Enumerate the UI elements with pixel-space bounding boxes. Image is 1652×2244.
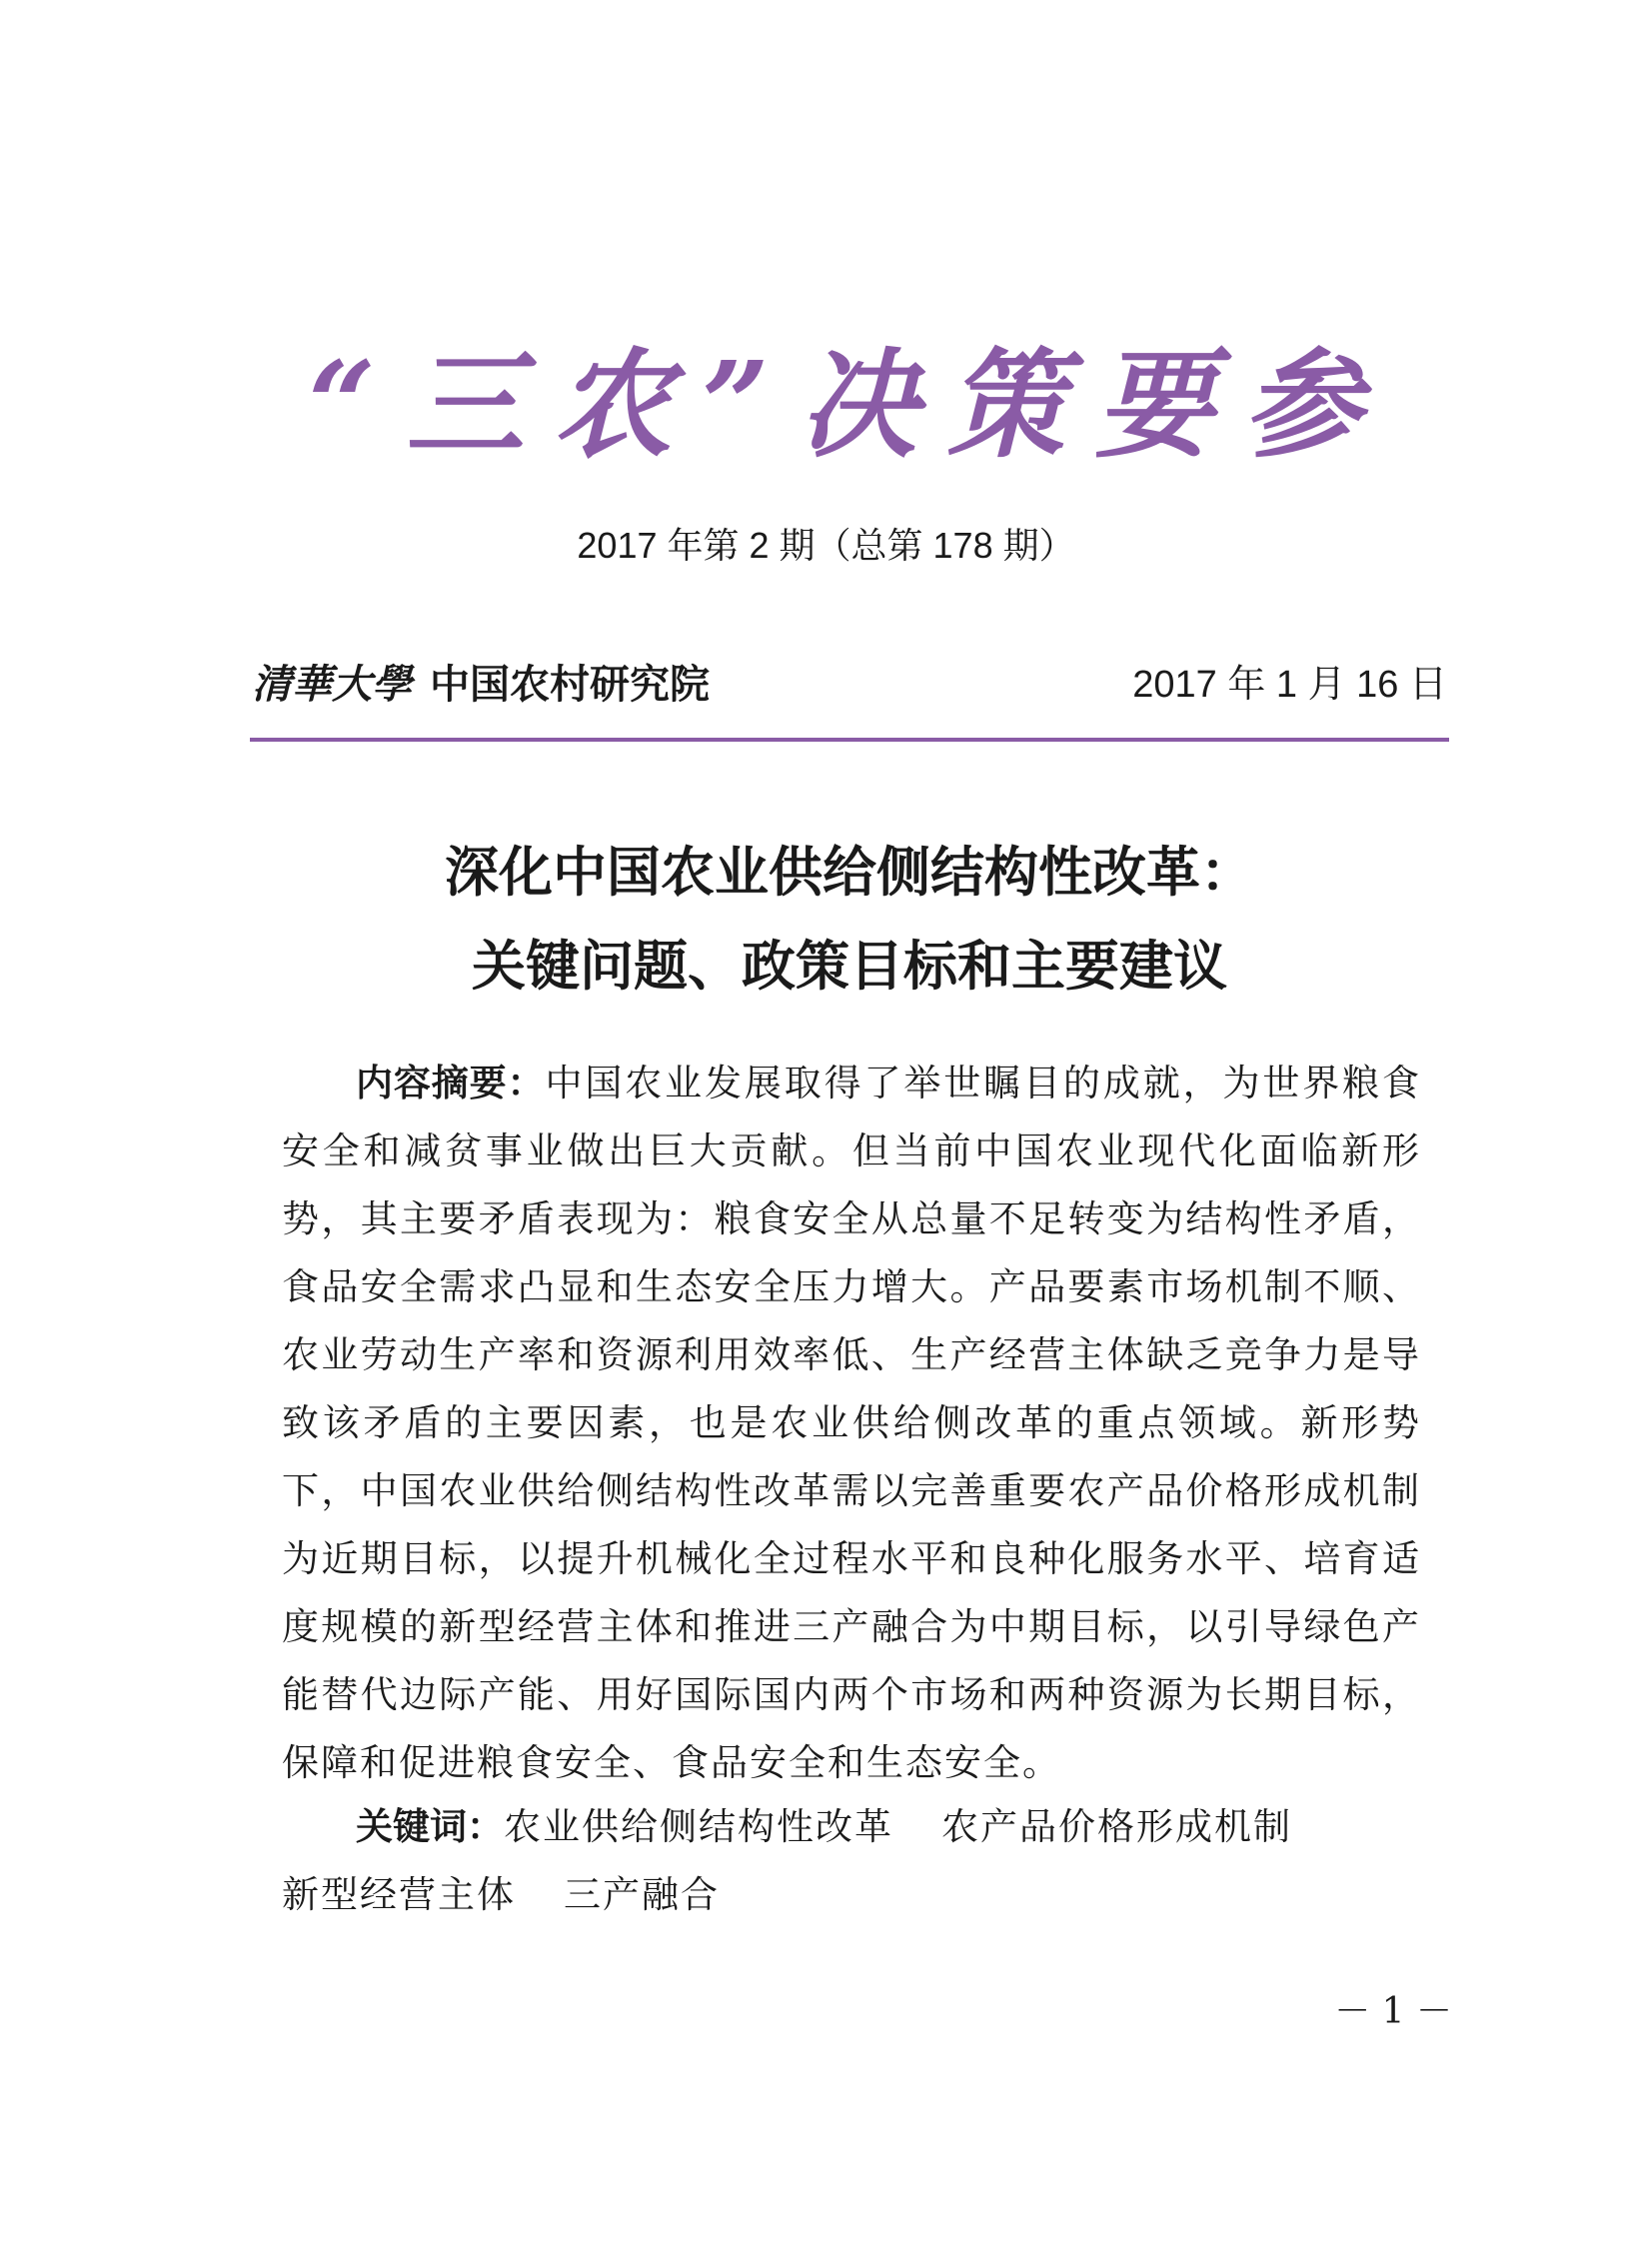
- keyword: 农产品价格形成机制: [941, 1805, 1292, 1848]
- header-divider: [250, 738, 1449, 742]
- abstract-text: 中国农业发展取得了举世瞩目的成就，为世界粮食安全和减贫事业做出巨大贡献。但当前中国农业现代化面临新形势，其主要矛盾表现为：粮食安全从总量不足转变为结构性矛盾，食品安全需求凸显和生态安全压力增大。产品要素市场机制不顺、农业劳动生产率和资源利用效率低、生产经营主体缺乏竞争力是导致该矛盾的主要因素，也是农业供给侧改革的重点领域。新形势下，中国农业供给侧结构性改革需以完善重要农产品价格形成机制为近期目标，以提升机械化全过程水平和良种化服务水平、培育适度规模的新型经营主体和推进三产融合为中期目标，以引导绿色产能替代边际产能、用好国际国内两个市场和两种资源为长期目标，保障和促进粮食安全、食品安全和生态安全。: [282, 1062, 1422, 1784]
- university-logotype: 清華大學: [252, 661, 412, 708]
- keywords-paragraph: [282, 1793, 1421, 1929]
- publisher-name: [252, 655, 710, 715]
- article-title-line-1: 深化中国农业供给侧结构性改革：: [445, 840, 1254, 904]
- keyword: 新型经营主体: [282, 1873, 516, 1916]
- keywords-label: 关键词：: [356, 1805, 504, 1848]
- keyword: 农业供给侧结构性改革: [504, 1805, 893, 1848]
- issue-line: 2017 年第 2 期（总第 178 期）: [577, 525, 1075, 566]
- abstract-label: 内容摘要：: [356, 1062, 546, 1105]
- page-number: － 1 －: [1334, 1991, 1452, 2032]
- article-title-line-2: 关键问题、政策目标和主要建议: [472, 934, 1227, 998]
- article-title: [250, 825, 1449, 1013]
- publisher-header: [252, 655, 1447, 715]
- publication-date: 2017 年 1 月 16 日: [1132, 664, 1447, 706]
- abstract-paragraph: [282, 1050, 1421, 1797]
- masthead-title: “三农”决策要参: [308, 335, 1391, 474]
- keyword: 三产融合: [564, 1873, 720, 1916]
- institute-name: 中国农村研究院: [430, 661, 710, 708]
